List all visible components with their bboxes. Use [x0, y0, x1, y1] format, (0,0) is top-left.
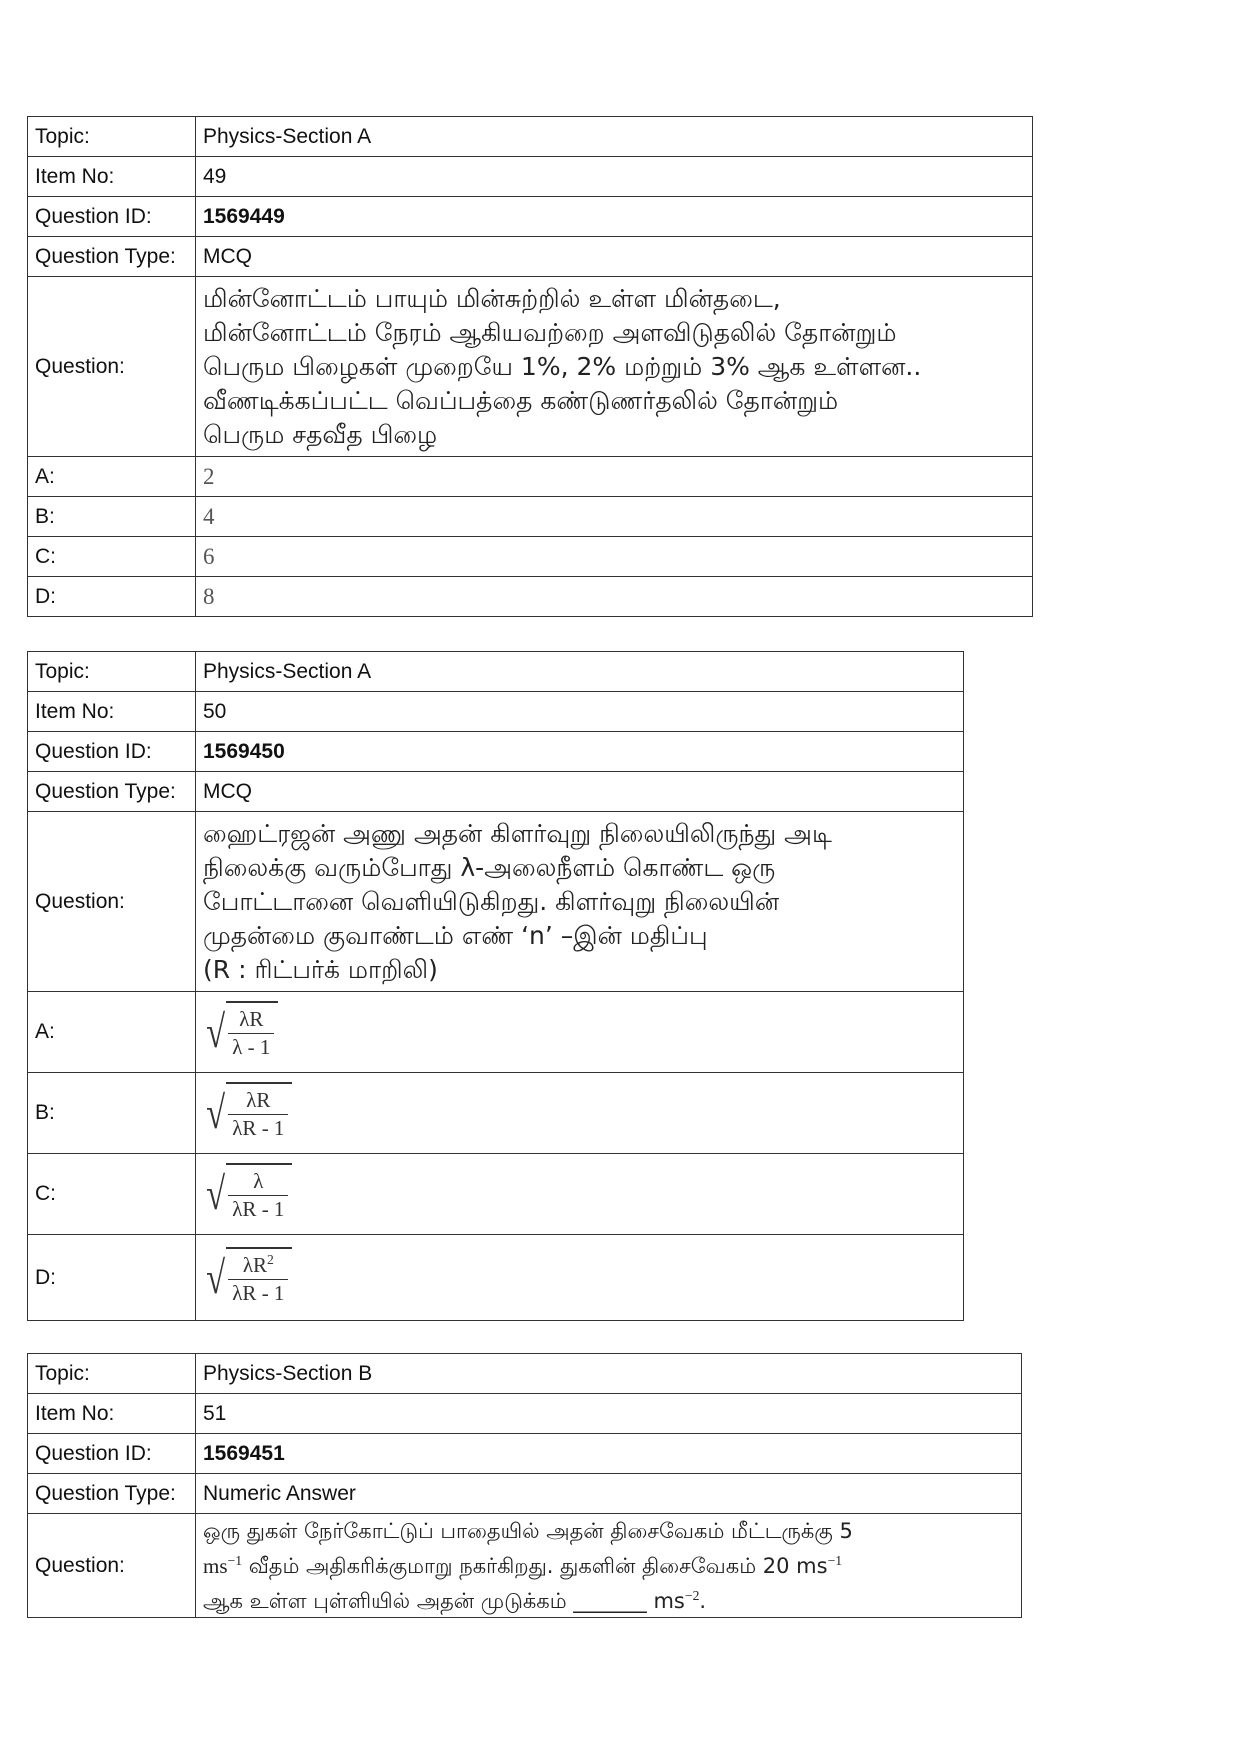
question-line: வீணடிக்கப்பட்ட வெப்பத்தை கண்டுணர்தலில் தோன்றும் [203, 385, 839, 415]
item-no-value: 50 [196, 692, 964, 732]
item-no-row [28, 157, 1033, 197]
option-c-row [28, 537, 1033, 577]
option-c-row [28, 1154, 964, 1235]
topic-row [28, 652, 964, 692]
option-a-label: A: [28, 457, 196, 497]
fraction [228, 1005, 274, 1062]
topic-value: Physics-Section B [196, 1354, 1022, 1394]
square-root-expression [203, 1001, 278, 1063]
option-c-value [196, 1154, 964, 1235]
topic-value: Physics-Section A [196, 117, 1033, 157]
question-line: பெரும சதவீத பிழை [203, 419, 438, 449]
question-label: Question: [28, 277, 196, 457]
item-no-label: Item No: [28, 157, 196, 197]
question-type-label: Question Type: [28, 772, 196, 812]
radical-sign: √ [206, 1251, 226, 1303]
topic-label: Topic: [28, 117, 196, 157]
topic-value: Physics-Section A [196, 652, 964, 692]
question-line: நிலைக்கு வரும்போது λ-அலைநீளம் கொண்ட ஒரு [203, 852, 776, 882]
question-id-label: Question ID: [28, 732, 196, 772]
question-line: பெரும பிழைகள் முறையே 1%, 2% மற்றும் 3% ஆக உள்ளன.. [203, 351, 922, 381]
question-label: Question: [28, 1514, 196, 1618]
denominator: λR - 1 [228, 1114, 288, 1143]
option-d-row [28, 577, 1033, 617]
option-d-label: D: [28, 1235, 196, 1321]
question-type-value: MCQ [196, 237, 1033, 277]
topic-label: Topic: [28, 1354, 196, 1394]
question-text [196, 1514, 1022, 1618]
radical-sign: √ [206, 1006, 226, 1057]
question-table-49 [27, 116, 1033, 617]
option-c-label: C: [28, 537, 196, 577]
radical-sign: √ [206, 1168, 226, 1219]
question-id-label: Question ID: [28, 197, 196, 237]
option-b-row [28, 497, 1033, 537]
question-id-label: Question ID: [28, 1434, 196, 1474]
topic-label: Topic: [28, 652, 196, 692]
topic-row [28, 117, 1033, 157]
question-id-row [28, 1434, 1022, 1474]
question-line: போட்டானை வெளியிடுகிறது. கிளர்வுறு நிலையின் [203, 886, 780, 916]
option-c-value: 6 [196, 537, 1033, 577]
question-table-50 [27, 651, 964, 1321]
option-d-value [196, 1235, 964, 1321]
question-line: மின்னோட்டம் நேரம் ஆகியவற்றை அளவிடுதலில் தோன்றும் [203, 317, 897, 347]
radical-sign: √ [206, 1087, 226, 1138]
question-line: மின்னோட்டம் பாயும் மின்சுற்றில் உள்ள மின்தடை, [203, 283, 781, 313]
square-root-expression [203, 1082, 292, 1144]
question-type-row [28, 1474, 1022, 1514]
question-label: Question: [28, 812, 196, 992]
option-b-row [28, 1073, 964, 1154]
question-line: ஒரு துகள் நேர்கோட்டுப் பாதையில் அதன் திசைவேகம் மீட்டருக்கு 5 [203, 1518, 853, 1543]
question-line: (R : ரிட்பர்க் மாறிலி) [203, 954, 438, 984]
item-no-label: Item No: [28, 1394, 196, 1434]
item-no-value: 51 [196, 1394, 1022, 1434]
option-b-value: 4 [196, 497, 1033, 537]
question-type-row [28, 237, 1033, 277]
denominator: λR - 1 [228, 1279, 288, 1308]
denominator: λ - 1 [228, 1033, 274, 1062]
topic-row [28, 1354, 1022, 1394]
option-d-label: D: [28, 577, 196, 617]
question-row [28, 277, 1033, 457]
question-table-51 [27, 1353, 1022, 1618]
numerator: $\lambda R^2$ [242, 1251, 274, 1277]
option-c-label: C: [28, 1154, 196, 1235]
question-line: முதன்மை குவாண்டம் எண் ‘n’ –இன் மதிப்பு [203, 920, 708, 950]
numerator: λ [253, 1168, 264, 1193]
numerator: λR [239, 1006, 264, 1031]
question-type-row [28, 772, 964, 812]
option-a-row [28, 457, 1033, 497]
option-b-label: B: [28, 1073, 196, 1154]
question-row [28, 812, 964, 992]
exponent: 2 [267, 1251, 274, 1267]
item-no-label: Item No: [28, 692, 196, 732]
fraction [228, 1086, 288, 1143]
option-a-value: 2 [196, 457, 1033, 497]
question-id-value: 1569451 [196, 1434, 1022, 1474]
question-type-label: Question Type: [28, 237, 196, 277]
numerator: λR [246, 1087, 271, 1112]
question-line: ஆக உள்ள புள்ளியில் அதன் முடுக்கம் _______ $ms^{-2}$. [203, 1587, 707, 1613]
option-b-value [196, 1073, 964, 1154]
option-a-row [28, 992, 964, 1073]
option-a-value [196, 992, 964, 1073]
option-b-label: B: [28, 497, 196, 537]
square-root-expression [203, 1247, 292, 1309]
question-type-value: MCQ [196, 772, 964, 812]
question-line: $ms^{-1}$ வீதம் அதிகரிக்குமாறு நகர்கிறது. துகளின் திசைவேகம் 20 $ms^{-1}$ [203, 1552, 843, 1578]
option-d-row [28, 1235, 964, 1321]
question-type-label: Question Type: [28, 1474, 196, 1514]
option-d-value: 8 [196, 577, 1033, 617]
denominator: λR - 1 [228, 1195, 288, 1224]
question-text [196, 277, 1033, 457]
item-no-row [28, 692, 964, 732]
square-root-expression [203, 1163, 292, 1225]
question-type-value: Numeric Answer [196, 1474, 1022, 1514]
fraction [228, 1250, 288, 1308]
question-id-value: 1569449 [196, 197, 1033, 237]
question-line: ஹைட்ரஜன் அணு அதன் கிளர்வுறு நிலையிலிருந்து அடி [203, 818, 832, 848]
fraction [228, 1167, 288, 1224]
question-row [28, 1514, 1022, 1618]
option-a-label: A: [28, 992, 196, 1073]
question-id-row [28, 732, 964, 772]
question-id-row [28, 197, 1033, 237]
item-no-row [28, 1394, 1022, 1434]
item-no-value: 49 [196, 157, 1033, 197]
question-text [196, 812, 964, 992]
question-id-value: 1569450 [196, 732, 964, 772]
